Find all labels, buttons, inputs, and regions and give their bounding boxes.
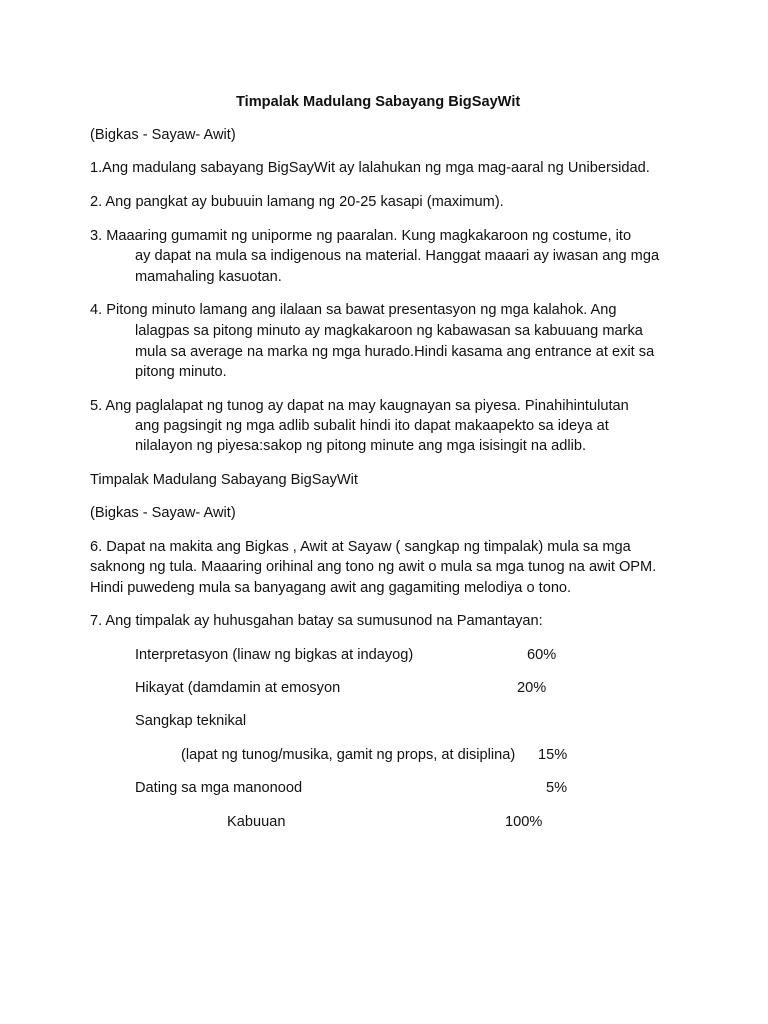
- repeat-subtitle: (Bigkas - Sayaw- Awit): [90, 505, 236, 521]
- rule-7: 7. Ang timpalak ay huhusgahan batay sa sumusunod na Pamantayan:: [90, 613, 543, 629]
- rule-3-line-1: 3. Maaaring gumamit ng uniporme ng paaralan. Kung magkakaroon ng costume, ito: [90, 228, 632, 244]
- rule-1: 1.Ang madulang sabayang BigSayWit ay lalahukan ng mga mag-aaral ng Unibersidad.: [90, 160, 650, 176]
- rule-6-line-2: saknong ng tula. Maaaring orihinal ang tono ng awit o mula sa mga tunog na awit OPM.: [90, 559, 657, 575]
- criteria-value-interpretasyon: 60%: [527, 647, 557, 663]
- criteria-value-sangkap: 15%: [538, 747, 568, 763]
- criteria-label-interpretasyon: Interpretasyon (linaw ng bigkas at indayog): [135, 647, 414, 663]
- rule-4-line-4: pitong minuto.: [135, 364, 227, 380]
- criteria-label-kabuuan: Kabuuan: [227, 814, 286, 830]
- rule-4-line-1: 4. Pitong minuto lamang ang ilalaan sa bawat presentasyon ng mga kalahok. Ang: [90, 302, 617, 318]
- rule-5-line-2: ang pagsingit ng mga adlib subalit hindi ito dapat makaapekto sa ideya at: [135, 418, 609, 434]
- rule-3-line-3: mamahaling kasuotan.: [135, 269, 282, 285]
- document-title: Timpalak Madulang Sabayang BigSayWit: [236, 94, 521, 110]
- criteria-label-hikayat: Hikayat (damdamin at emosyon: [135, 680, 341, 696]
- rule-2: 2. Ang pangkat ay bubuuin lamang ng 20-25 kasapi (maximum).: [90, 194, 504, 210]
- rule-3-line-2: ay dapat na mula sa indigenous na material. Hanggat maaari ay iwasan ang mga: [135, 248, 660, 264]
- criteria-label-dating: Dating sa mga manonood: [135, 780, 303, 796]
- criteria-value-hikayat: 20%: [517, 680, 547, 696]
- rule-4-line-3: mula sa average na marka ng mga hurado.Hindi kasama ang entrance at exit sa: [135, 344, 655, 360]
- rule-4-line-2: lalagpas sa pitong minuto ay magkakaroon ng kabawasan sa kabuuang marka: [135, 323, 643, 339]
- rule-5-line-1: 5. Ang paglalapat ng tunog ay dapat na may kaugnayan sa piyesa. Pinahihintulutan: [90, 398, 629, 414]
- rule-6-line-3: Hindi puwedeng mula sa banyagang awit ang gagamiting melodiya o tono.: [90, 580, 572, 596]
- rule-5-line-3: nilalayon ng piyesa:sakop ng pitong minute ang mga isisingit na adlib.: [135, 438, 587, 454]
- rule-6-line-1: 6. Dapat na makita ang Bigkas , Awit at Sayaw ( sangkap ng timpalak) mula sa mga: [90, 539, 631, 555]
- criteria-value-dating: 5%: [546, 780, 568, 796]
- criteria-label-sangkap: Sangkap teknikal: [135, 713, 247, 729]
- criteria-label-sangkap-detail: (lapat ng tunog/musika, gamit ng props, at disiplina): [181, 747, 516, 763]
- repeat-title: Timpalak Madulang Sabayang BigSayWit: [90, 472, 358, 488]
- document-subtitle: (Bigkas - Sayaw- Awit): [90, 127, 236, 143]
- criteria-value-kabuuan: 100%: [505, 814, 543, 830]
